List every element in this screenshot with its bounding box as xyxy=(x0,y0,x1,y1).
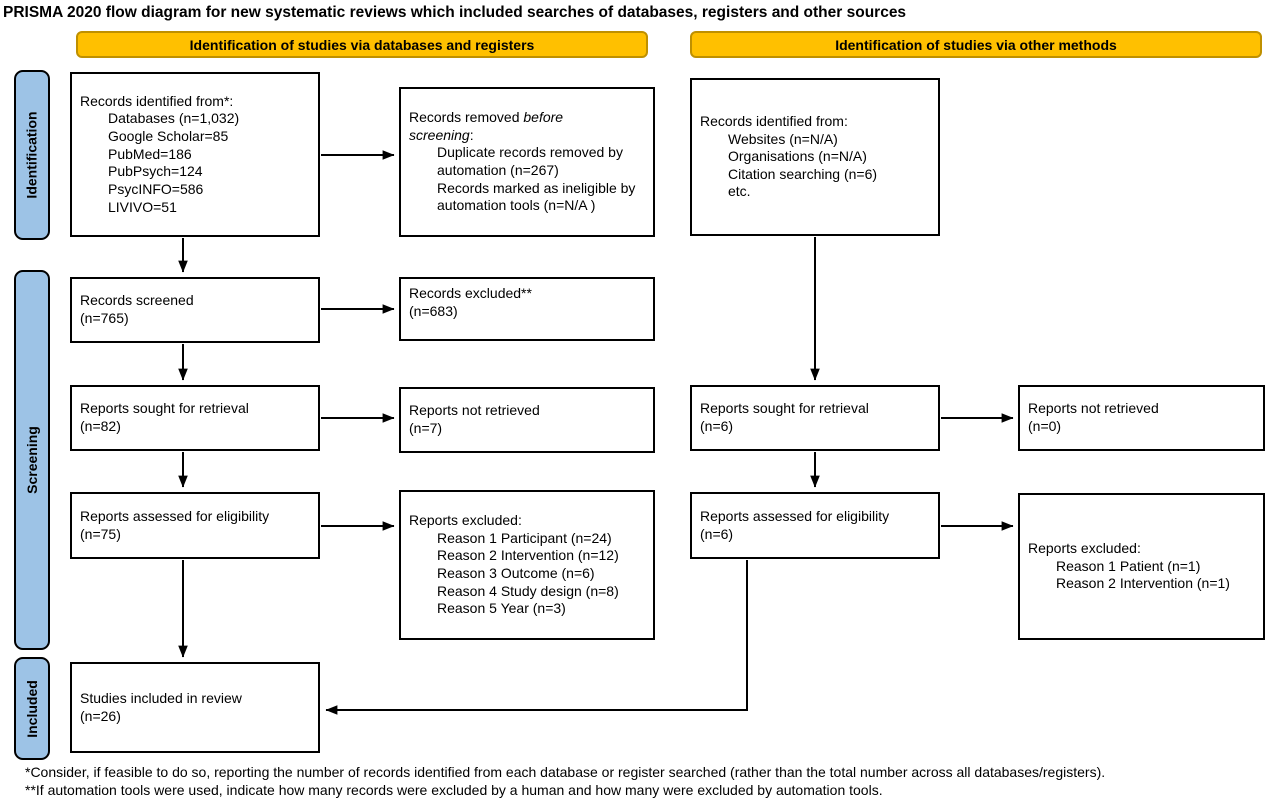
box-label: Records excluded** xyxy=(409,285,532,301)
box-label: Reports sought for retrieval xyxy=(80,400,249,417)
page-title: PRISMA 2020 flow diagram for new systematic reviews which included searches of databases, registers and other sources xyxy=(3,4,907,21)
exclusion-reason: Reason 4 Study design (n=8) xyxy=(437,582,619,599)
box-heading: Reports excluded: xyxy=(409,512,522,529)
removed-item: Records marked as ineligible by automation tools (n=N/A ) xyxy=(437,179,636,214)
header-other-methods: Identification of studies via other methods xyxy=(690,31,1262,58)
records-excluded-box xyxy=(399,277,655,341)
source-item: PubPsych=124 xyxy=(108,163,203,180)
reports-assessed-databases-box xyxy=(70,492,320,559)
box-label: Reports not retrieved xyxy=(1028,400,1159,417)
source-item: Websites (n=N/A) xyxy=(728,130,838,147)
reports-excluded-other-box xyxy=(1018,493,1265,640)
heading-suffix: : xyxy=(469,126,474,143)
reports-sought-databases-box xyxy=(70,385,320,451)
box-label: Reports assessed for eligibility xyxy=(700,507,890,524)
box-heading: Records identified from*: xyxy=(80,92,234,109)
exclusion-reason: Reason 3 Outcome (n=6) xyxy=(437,565,595,581)
records-identified-databases-box xyxy=(70,72,320,237)
exclusion-reason: Reason 1 Patient (n=1) xyxy=(1056,557,1201,574)
exclusion-reason: Reason 5 Year (n=3) xyxy=(437,600,566,617)
source-item: PubMed=186 xyxy=(108,145,192,162)
source-item: PsycINFO=586 xyxy=(108,180,204,197)
reports-excluded-databases-box xyxy=(399,490,655,640)
source-item: LIVIVO=51 xyxy=(108,198,177,215)
box-count: (n=75) xyxy=(80,525,121,542)
stage-screening-label: Screening xyxy=(24,426,41,494)
box-label: Reports assessed for eligibility xyxy=(80,507,270,524)
box-count: (n=7) xyxy=(409,420,443,436)
box-count: (n=0) xyxy=(1028,418,1062,434)
studies-included-box xyxy=(70,662,320,753)
reports-not-retrieved-databases-box xyxy=(399,387,655,453)
stage-included xyxy=(14,657,50,760)
header-databases-registers: Identification of studies via databases and registers xyxy=(76,31,648,58)
source-item: etc. xyxy=(728,183,751,200)
box-label: Reports not retrieved xyxy=(409,402,540,419)
exclusion-reason: Reason 2 Intervention (n=1) xyxy=(1056,575,1230,592)
stage-identification-label: Identification xyxy=(24,111,40,199)
stage-included-label: Included xyxy=(24,679,40,738)
footnote-double-asterisk: **If automation tools were used, indicate how many records were excluded by a human and how many were excluded by automation tools. xyxy=(25,782,883,799)
records-removed-box xyxy=(399,87,655,237)
stage-identification xyxy=(14,70,50,240)
source-item: Databases (n=1,032) xyxy=(108,110,240,127)
box-count: (n=26) xyxy=(80,707,121,724)
box-count: (n=6) xyxy=(700,525,734,542)
box-count: (n=765) xyxy=(80,310,129,326)
reports-sought-other-box xyxy=(690,385,940,451)
box-label: Records screened xyxy=(80,292,194,309)
exclusion-reason: Reason 1 Participant (n=24) xyxy=(437,529,612,546)
records-screened-box xyxy=(70,277,320,343)
heading-italic: before screening xyxy=(409,109,564,143)
reports-assessed-other-box xyxy=(690,492,940,559)
heading-prefix: Records removed xyxy=(409,109,524,126)
box-count: (n=6) xyxy=(700,418,734,434)
footnotes xyxy=(25,763,1105,800)
source-item: Organisations (n=N/A) xyxy=(728,148,867,165)
box-count: (n=683) xyxy=(409,302,458,319)
footnote-asterisk: *Consider, if feasible to do so, reporting the number of records identified from each database or register searched (rather than the total number across all databases/registers). xyxy=(25,764,1106,780)
stage-screening xyxy=(14,270,50,650)
box-label: Reports sought for retrieval xyxy=(700,400,869,417)
exclusion-reason: Reason 2 Intervention (n=12) xyxy=(437,547,619,564)
box-heading xyxy=(409,109,621,144)
box-heading: Records identified from: xyxy=(700,112,848,129)
removed-item: Duplicate records removed by automation (n=267) xyxy=(437,144,623,178)
box-heading: Reports excluded: xyxy=(1028,540,1141,557)
source-item: Google Scholar=85 xyxy=(108,128,229,145)
reports-not-retrieved-other-box xyxy=(1018,385,1265,451)
source-item: Citation searching (n=6) xyxy=(728,165,878,182)
box-label: Studies included in review xyxy=(80,689,242,706)
box-count: (n=82) xyxy=(80,418,121,434)
records-identified-other-box xyxy=(690,78,940,236)
